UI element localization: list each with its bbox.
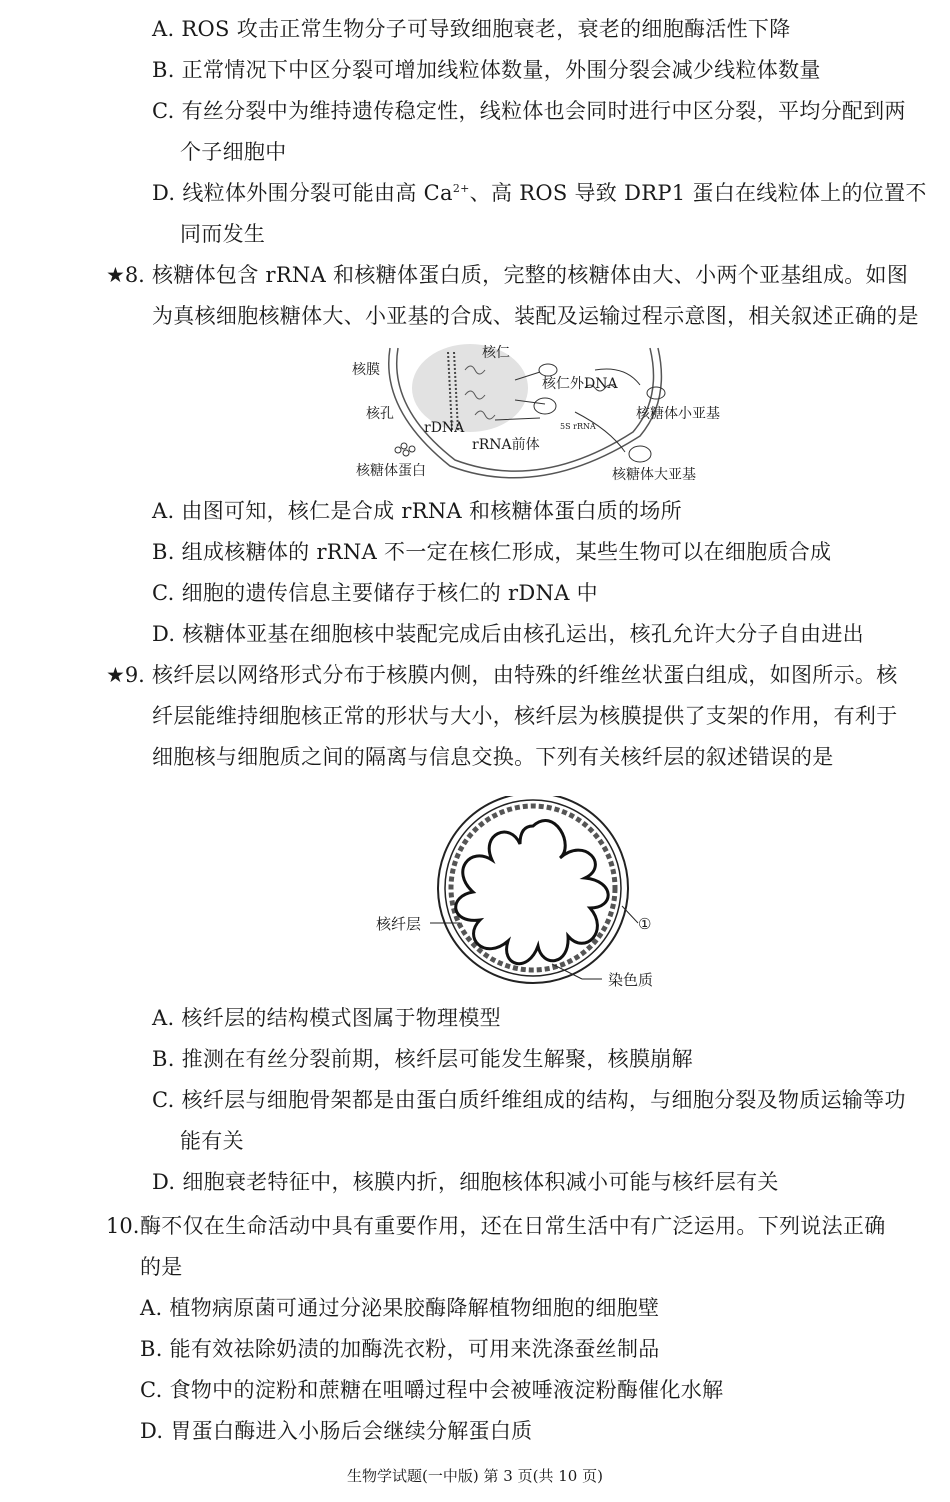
q9-stem-line1: 核纤层以网络形式分布于核膜内侧，由特殊的纤维丝状蛋白组成，如图所示。核 bbox=[152, 663, 898, 687]
lamina-network bbox=[451, 806, 615, 970]
label-rrna-precursor: rRNA前体 bbox=[472, 437, 540, 453]
q7-option-a: A. ROS 攻击正常生物分子可导致细胞衰老，衰老的细胞酶活性下降 bbox=[152, 17, 791, 41]
nuclear-lamina-diagram bbox=[370, 796, 670, 996]
q7-option-d-text-a: D. 线粒体外围分裂可能由高 Ca bbox=[152, 181, 453, 205]
q7-option-d-line2: 同而发生 bbox=[180, 222, 266, 246]
exported-large-subunit bbox=[629, 446, 651, 462]
nucleolus-region bbox=[412, 344, 528, 432]
q8-option-b: B. 组成核糖体的 rRNA 不一定在核仁形成，某些生物可以在细胞质合成 bbox=[152, 540, 832, 564]
nuclear-lamina-figure bbox=[370, 796, 670, 996]
q8-option-a: A. 由图可知，核仁是合成 rRNA 和核糖体蛋白质的场所 bbox=[152, 499, 682, 523]
q10-option-d: D. 胃蛋白酶进入小肠后会继续分解蛋白质 bbox=[140, 1419, 533, 1443]
label-nuclear-pore: 核孔 bbox=[366, 406, 394, 422]
q7-option-c-line1: C. 有丝分裂中为维持遗传稳定性，线粒体也会同时进行中区分裂，平均分配到两 bbox=[152, 99, 906, 123]
large-subunit-shape bbox=[534, 398, 556, 414]
q7-option-d-text-b: 、高 ROS 导致 DRP1 蛋白在线粒体上的位置不 bbox=[469, 181, 927, 205]
label-lamina: 核纤层 bbox=[376, 915, 422, 933]
q9-stem-line2: 纤层能维持细胞核正常的形状与大小，核纤层为核膜提供了支架的作用，有利于 bbox=[152, 704, 898, 728]
small-subunit-shape bbox=[539, 364, 557, 376]
q9-stem-line3: 细胞核与细胞质之间的隔离与信息交换。下列有关核纤层的叙述错误的是 bbox=[152, 745, 834, 769]
q9-option-a: A. 核纤层的结构模式图属于物理模型 bbox=[152, 1006, 501, 1030]
q10-option-c: C. 食物中的淀粉和蔗糖在咀嚼过程中会被唾液淀粉酶催化水解 bbox=[140, 1378, 724, 1402]
label-small-subunit: 核糖体小亚基 bbox=[636, 406, 720, 422]
q7-option-d-superscript: 2+ bbox=[452, 182, 470, 195]
label-nucleolus: 核仁 bbox=[482, 345, 510, 361]
label-marker-1: ① bbox=[638, 915, 652, 933]
q7-option-b: B. 正常情况下中区分裂可增加线粒体数量，外围分裂会减少线粒体数量 bbox=[152, 58, 821, 82]
label-large-subunit: 核糖体大亚基 bbox=[612, 467, 696, 483]
q9-option-c-line1: C. 核纤层与细胞骨架都是由蛋白质纤维组成的结构，与细胞分裂及物质运输等功 bbox=[152, 1088, 906, 1112]
q9-number: ★9. bbox=[106, 663, 145, 687]
q7-option-d-line1 bbox=[152, 178, 927, 208]
label-nuclear-membrane: 核膜 bbox=[352, 362, 380, 378]
q8-stem-line2: 为真核细胞核糖体大、小亚基的合成、装配及运输过程示意图，相关叙述正确的是 bbox=[152, 304, 919, 328]
q8-option-c: C. 细胞的遗传信息主要储存于核仁的 rDNA 中 bbox=[152, 581, 598, 605]
q10-stem-line1: 酶不仅在生命活动中具有重要作用，还在日常生活中有广泛运用。下列说法正确 bbox=[140, 1214, 886, 1238]
q7-option-c-line2: 个子细胞中 bbox=[180, 140, 287, 164]
label-ribosomal-protein: 核糖体蛋白 bbox=[356, 463, 426, 479]
q10-stem-line2: 的是 bbox=[140, 1255, 183, 1279]
ribosomal-protein-cluster bbox=[395, 443, 415, 456]
label-rdna: rDNA bbox=[424, 420, 465, 436]
q9-option-d: D. 细胞衰老特征中，核膜内折，细胞核体积减小可能与核纤层有关 bbox=[152, 1170, 779, 1194]
ribosome-assembly-figure bbox=[340, 340, 720, 488]
q10-option-b: B. 能有效祛除奶渍的加酶洗衣粉，可用来洗涤蚕丝制品 bbox=[140, 1337, 660, 1361]
q9-option-c-line2: 能有关 bbox=[180, 1129, 244, 1153]
label-5s-rrna: 5S rRNA bbox=[560, 422, 596, 431]
label-chromatin: 染色质 bbox=[608, 971, 654, 989]
q10-option-a: A. 植物病原菌可通过分泌果胶酶降解植物细胞的细胞壁 bbox=[140, 1296, 660, 1320]
chromatin-loops bbox=[456, 820, 608, 963]
page-footer: 生物学试题(一中版) 第 3 页(共 10 页) bbox=[347, 1467, 603, 1485]
q10-number: 10. bbox=[106, 1214, 140, 1238]
exported-small-subunit bbox=[647, 387, 665, 399]
q9-option-b: B. 推测在有丝分裂前期，核纤层可能发生解聚，核膜崩解 bbox=[152, 1047, 693, 1071]
q8-number: ★8. bbox=[106, 263, 145, 287]
label-extranucleolar-dna: 核仁外DNA bbox=[542, 376, 618, 392]
q8-option-d: D. 核糖体亚基在细胞核中装配完成后由核孔运出，核孔允许大分子自由进出 bbox=[152, 622, 864, 646]
q8-stem-line1: 核糖体包含 rRNA 和核糖体蛋白质，完整的核糖体由大、小两个亚基组成。如图 bbox=[152, 263, 909, 287]
